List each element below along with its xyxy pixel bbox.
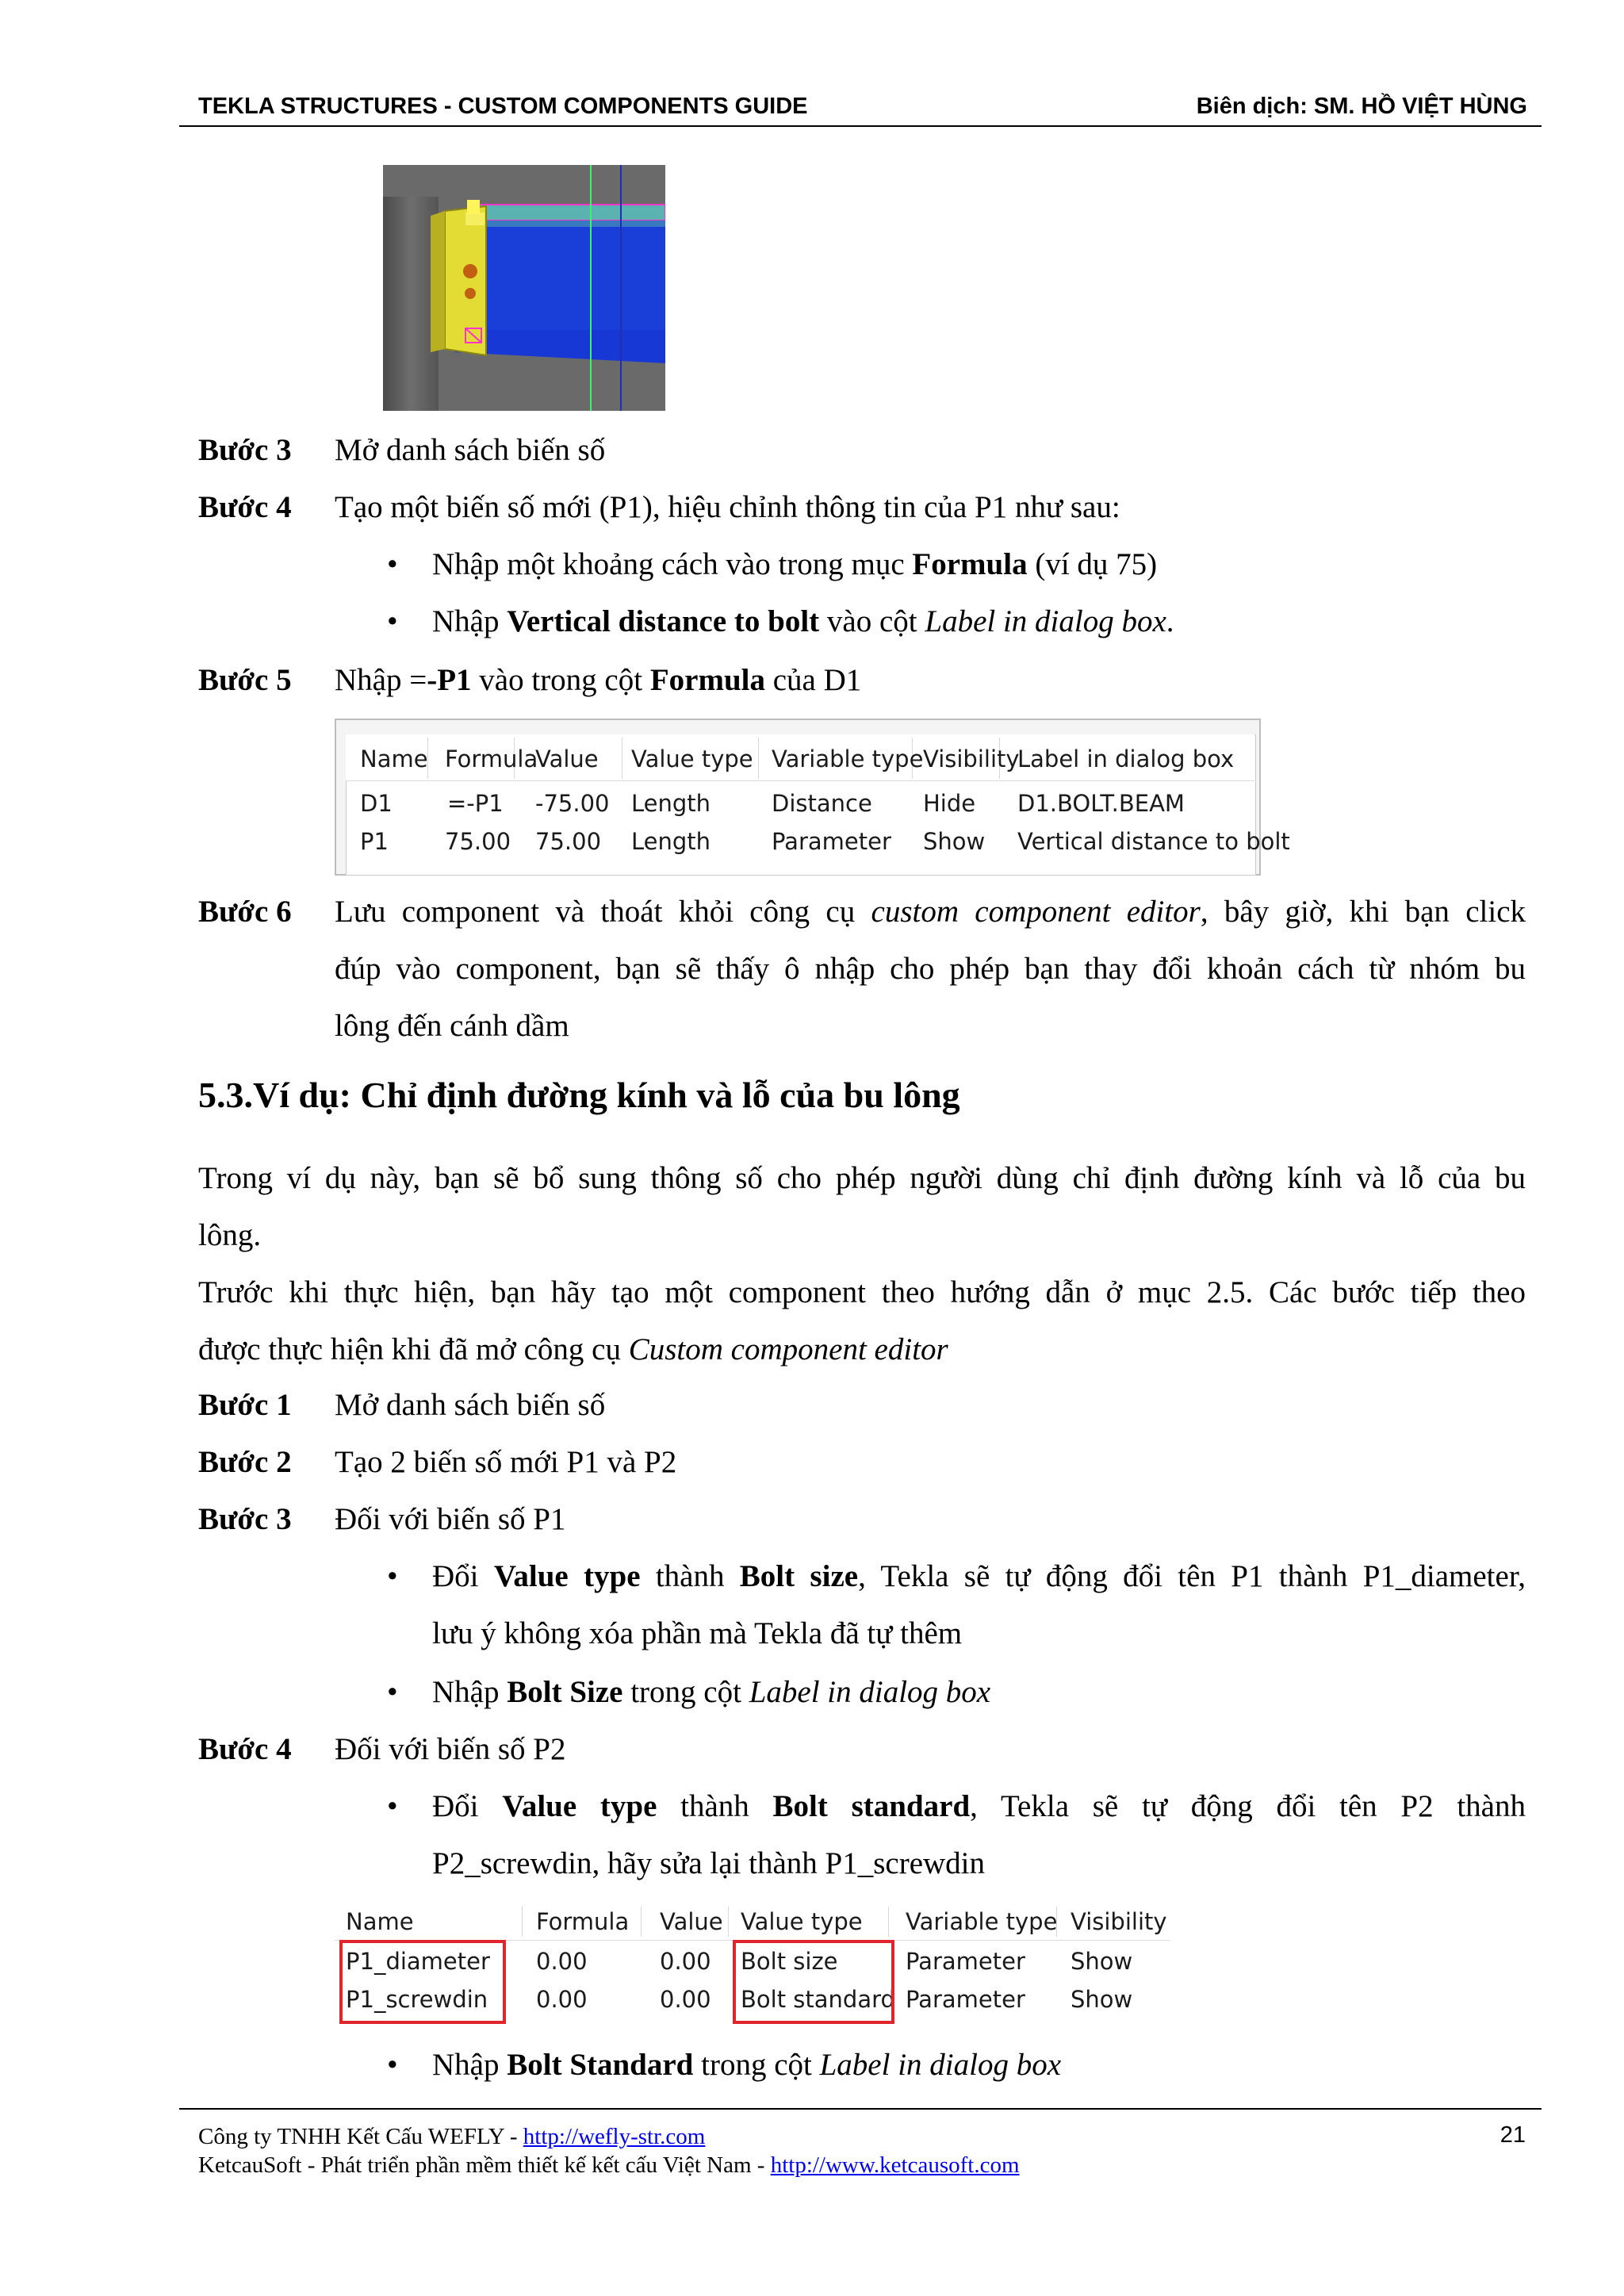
text-run: Nhập xyxy=(432,604,508,638)
italic-run: Label in dialog box xyxy=(819,2048,1062,2082)
italic-run: Label in dialog box xyxy=(749,1675,991,1709)
text-run: trong cột xyxy=(622,1675,749,1709)
italic-run: Custom component editor xyxy=(628,1332,948,1366)
bullet-bolt-size-label-item xyxy=(432,1673,990,1711)
header-divider xyxy=(179,125,1542,127)
step-3-row xyxy=(198,431,292,470)
paragraph-line xyxy=(335,884,1526,941)
bullet-dot: • xyxy=(387,547,398,581)
intro-paragraphs xyxy=(198,1150,1526,1378)
bold-run: Bolt standard xyxy=(772,1789,971,1823)
bold-run: Formula xyxy=(912,547,1028,581)
table-cell[interactable]: Vertical distance to bolt xyxy=(1017,828,1290,855)
table-cell[interactable]: Show xyxy=(1071,1986,1133,2013)
step-label: Bước 5 xyxy=(198,663,292,697)
paragraph-line: lông. xyxy=(198,1218,262,1252)
page-number: 21 xyxy=(1500,2122,1526,2148)
step-label: Bước 3 xyxy=(198,1502,292,1536)
italic-run: Label in dialog box xyxy=(925,604,1166,638)
table-cell[interactable]: Distance xyxy=(772,790,872,817)
bullet-dot: • xyxy=(387,1789,398,1823)
italic-run: custom component editor xyxy=(871,895,1201,929)
bullet-bolt-standard-item xyxy=(432,1778,1526,1892)
text-run: Công ty TNHH Kết Cấu WEFLY - xyxy=(198,2124,523,2149)
beam-connection-illustration xyxy=(383,165,665,411)
text-run: KetcauSoft - Phát triển phần mềm thiết kế kết cấu Việt Nam - xyxy=(198,2152,771,2178)
paragraph-line xyxy=(432,1778,1526,1835)
header-translator: Biên dịch: SM. HỒ VIỆT HÙNG xyxy=(1196,94,1527,119)
text-run: (ví dụ 75) xyxy=(1027,547,1158,581)
paragraph-line xyxy=(432,1548,1526,1605)
table-cell[interactable]: 0.00 xyxy=(536,1948,588,1975)
text-run: thành xyxy=(640,1559,740,1593)
paragraph-line xyxy=(198,1321,1526,1378)
step-1-row xyxy=(198,1386,292,1424)
table-cell[interactable]: Bolt standard xyxy=(741,1986,895,2013)
column-header-variable-type[interactable]: Variable type xyxy=(772,746,924,772)
table-cell[interactable]: 75.00 xyxy=(535,828,602,855)
bullet-bolt-standard-label-item xyxy=(432,2046,1061,2084)
table-cell[interactable]: P1_diameter xyxy=(346,1948,490,1975)
paragraph-line: P2_screwdin, hãy sửa lại thành P1_screwdin xyxy=(432,1846,986,1880)
paragraph-line: lưu ý không xóa phần mà Tekla đã tự thêm xyxy=(432,1616,963,1650)
text-run: Nhập xyxy=(432,1675,508,1709)
bold-run: Value type xyxy=(502,1789,657,1823)
footer-software-line xyxy=(198,2152,1020,2179)
bold-run: Bolt size xyxy=(739,1559,859,1593)
step-6-paragraph xyxy=(335,884,1526,1055)
text-run: , Tekla sẽ tự động đổi tên P1 thành P1_diameter, xyxy=(858,1559,1526,1593)
bullet-dot: • xyxy=(387,2048,398,2082)
bold-run: Vertical distance to bolt xyxy=(507,604,820,638)
step-4-row xyxy=(198,489,292,527)
step-3-text: Mở danh sách biến số xyxy=(335,433,606,467)
step-label: Bước 4 xyxy=(198,1732,292,1766)
table-cell[interactable]: P1_screwdin xyxy=(346,1986,488,2013)
table-cell[interactable]: D1 xyxy=(360,790,393,817)
table-cell[interactable]: Parameter xyxy=(906,1948,1025,1975)
step-2-text: Tạo 2 biến số mới P1 và P2 xyxy=(335,1445,677,1479)
paragraph-line: Trong ví dụ này, bạn sẽ bổ sung thông số cho phép người dùng chỉ định đường kính và lỗ của bu xyxy=(198,1161,1526,1195)
table-cell[interactable]: Show xyxy=(1071,1948,1133,1975)
step-5-row xyxy=(198,661,292,700)
paragraph-line: lông đến cánh dầm xyxy=(335,1009,569,1043)
bold-run: Bolt Standard xyxy=(507,2048,694,2082)
variables-table-1 xyxy=(335,719,1290,876)
table-cell[interactable]: Hide xyxy=(923,790,976,817)
step-4-text: Tạo một biến số mới (P1), hiệu chỉnh thông tin của P1 như sau: xyxy=(335,490,1120,524)
bold-run: Bolt Size xyxy=(507,1675,623,1709)
column-header-value[interactable]: Value xyxy=(535,746,599,772)
footer-link-ketcausoft[interactable]: http://www.ketcausoft.com xyxy=(770,2152,1020,2178)
step-label: Bước 4 xyxy=(198,490,292,524)
bullet-formula-item xyxy=(432,546,1157,584)
text-run: thành xyxy=(657,1789,773,1823)
step-label: Bước 3 xyxy=(198,433,292,467)
bold-run: Value type xyxy=(493,1559,641,1593)
text-run: vào trong cột xyxy=(471,663,650,697)
bullet-dot: • xyxy=(387,604,398,638)
text-run: Lưu component và thoát khỏi công cụ xyxy=(335,895,871,929)
bold-run: -P1 xyxy=(427,663,472,697)
text-run: . xyxy=(1166,604,1174,638)
text-run: trong cột xyxy=(693,2048,820,2082)
step-4b-row xyxy=(198,1731,292,1769)
model-3d-image xyxy=(383,165,665,411)
bullet-dot: • xyxy=(387,1675,398,1709)
highlight-value-type-box xyxy=(733,1940,894,2024)
paragraph-line: đúp vào component, bạn sẽ thấy ô nhập cho phép bạn thay đổi khoản cách từ nhóm bu xyxy=(335,952,1526,986)
bullet-dot: • xyxy=(387,1559,398,1593)
table-cell[interactable]: Show xyxy=(923,828,986,855)
table-cell[interactable]: 75.00 xyxy=(445,828,511,855)
text-run: Nhập một khoảng cách vào trong mục xyxy=(432,547,913,581)
column-header-value[interactable]: Value xyxy=(660,1908,723,1935)
column-header-variable-type[interactable]: Variable type xyxy=(906,1908,1058,1935)
highlight-name-box xyxy=(339,1940,506,2024)
step-label: Bước 6 xyxy=(198,895,292,929)
section-heading: 5.3.Ví dụ: Chỉ định đường kính và lỗ của bu lông xyxy=(198,1075,960,1115)
column-header-name[interactable]: Name xyxy=(360,746,428,772)
bullet-bolt-size-item xyxy=(432,1548,1526,1662)
column-header-formula[interactable]: Formula xyxy=(536,1908,630,1935)
table-cell[interactable]: =-P1 xyxy=(447,790,504,817)
table-cell[interactable]: 0.00 xyxy=(536,1986,588,2013)
table-cell[interactable]: Length xyxy=(631,790,711,817)
footer-link-wefly[interactable]: http://wefly-str.com xyxy=(523,2124,706,2149)
column-header-visibility[interactable]: Visibility xyxy=(923,746,1020,772)
step-1-text: Mở danh sách biến số xyxy=(335,1388,606,1422)
step-6-row xyxy=(198,893,292,931)
table-cell[interactable]: 0.00 xyxy=(660,1986,711,2013)
text-run: , Tekla sẽ tự động đổi tên P2 thành xyxy=(970,1789,1526,1823)
bullet-label-item xyxy=(432,603,1174,641)
variables-table-2 xyxy=(335,1902,1170,2026)
text-run: Nhập xyxy=(432,2048,508,2082)
column-header-value-type[interactable]: Value type xyxy=(631,746,753,772)
text-run: được thực hiện khi đã mở công cụ xyxy=(198,1332,629,1366)
step-label: Bước 1 xyxy=(198,1388,292,1422)
text-run: Nhập = xyxy=(335,663,427,697)
header-title: TEKLA STRUCTURES - CUSTOM COMPONENTS GUIDE xyxy=(198,94,808,119)
step-3b-row xyxy=(198,1501,292,1539)
table-cell[interactable]: Length xyxy=(631,828,711,855)
step-2-row xyxy=(198,1443,292,1481)
text-run: , bây giờ, khi bạn click xyxy=(1200,895,1526,929)
table-cell[interactable]: P1 xyxy=(360,828,389,855)
footer-divider xyxy=(179,2108,1542,2110)
table-cell[interactable]: Bolt size xyxy=(741,1948,838,1975)
column-header-name[interactable]: Name xyxy=(346,1908,414,1935)
table-cell[interactable]: Parameter xyxy=(906,1986,1025,2013)
column-header-value-type[interactable]: Value type xyxy=(741,1908,863,1935)
bold-run: Formula xyxy=(649,663,765,697)
footer-company-line xyxy=(198,2124,705,2150)
step-3b-text: Đối với biến số P1 xyxy=(335,1502,566,1536)
step-4b-text: Đối với biến số P2 xyxy=(335,1732,566,1766)
text-run: Đổi xyxy=(432,1559,494,1593)
step-label: Bước 2 xyxy=(198,1445,292,1479)
column-header-formula[interactable]: Formula xyxy=(445,746,538,772)
text-run: vào cột xyxy=(819,604,925,638)
text-run: của D1 xyxy=(764,663,862,697)
text-run: Đổi xyxy=(432,1789,503,1823)
step-5-text xyxy=(335,661,861,700)
paragraph-line: Trước khi thực hiện, bạn hãy tạo một component theo hướng dẫn ở mục 2.5. Các bước tiếp theo xyxy=(198,1275,1526,1309)
column-header-label[interactable]: Label in dialog box xyxy=(1017,746,1235,772)
table-cell[interactable]: -75.00 xyxy=(535,790,610,817)
column-header-visibility[interactable]: Visibility xyxy=(1071,1908,1167,1935)
table-cell[interactable]: 0.00 xyxy=(660,1948,711,1975)
table-cell[interactable]: D1.BOLT.BEAM xyxy=(1017,790,1185,817)
table-cell[interactable]: Parameter xyxy=(772,828,891,855)
